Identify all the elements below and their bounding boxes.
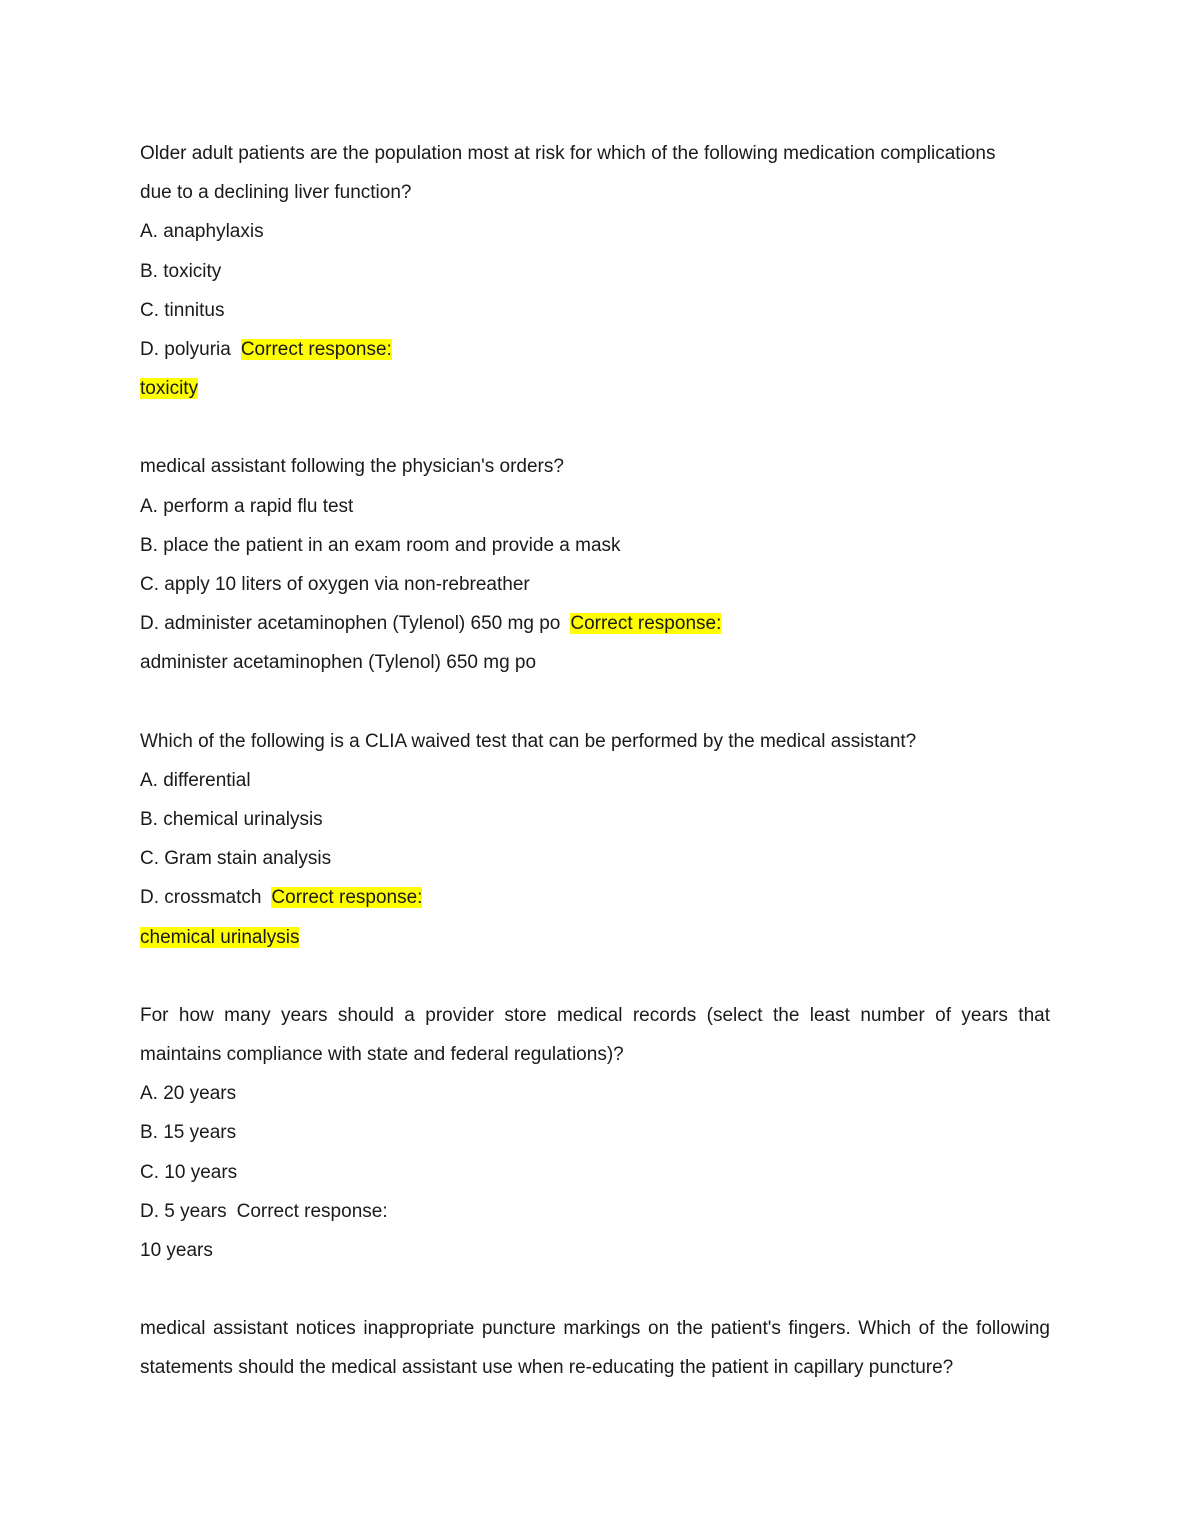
question-3-option-c: C. Gram stain analysis	[140, 848, 332, 870]
question-4-option-d: D. 5 years	[140, 1200, 227, 1222]
question-1-option-b: B. toxicity	[140, 260, 222, 282]
question-1-stem-line-2: due to a declining liver function?	[140, 182, 412, 204]
spacer	[140, 408, 1050, 447]
question-1-answer: toxicity	[140, 378, 199, 400]
spacer	[140, 683, 1050, 722]
question-4-answer: 10 years	[140, 1240, 213, 1262]
question-1-option-d-row	[140, 330, 1050, 369]
document-page	[140, 134, 1050, 1388]
question-5-stem-line-2: statements should the medical assistant use when re-educating the patient in capillary puncture?	[140, 1357, 954, 1379]
question-2	[140, 447, 1050, 682]
question-4-correct-label: Correct response:	[236, 1200, 388, 1222]
question-3-option-d-row	[140, 878, 1050, 917]
question-3-answer: chemical urinalysis	[140, 926, 300, 948]
spacer	[140, 957, 1050, 996]
question-3-answer-row	[140, 918, 1050, 957]
question-1-stem-line-1: Older adult patients are the population most at risk for which of the following medication complications	[140, 143, 996, 164]
question-2-option-d: D. administer acetaminophen (Tylenol) 650 mg po	[140, 613, 561, 635]
question-2-option-a: A. perform a rapid flu test	[140, 495, 354, 517]
question-5	[140, 1309, 1050, 1387]
question-3-correct-label: Correct response:	[271, 887, 423, 909]
question-3-option-b: B. chemical urinalysis	[140, 809, 323, 831]
question-2-answer: administer acetaminophen (Tylenol) 650 mg po	[140, 652, 537, 674]
question-1-option-d: D. polyuria	[140, 339, 231, 361]
question-4	[140, 996, 1050, 1270]
spacer	[140, 1270, 1050, 1309]
question-3-option-a: A. differential	[140, 769, 251, 791]
question-1-correct-label: Correct response:	[240, 339, 392, 361]
question-2-option-c: C. apply 10 liters of oxygen via non-rebreather	[140, 574, 530, 596]
question-1-answer-row	[140, 369, 1050, 408]
question-2-correct-label: Correct response:	[570, 613, 722, 635]
question-1	[140, 134, 1050, 408]
question-3-option-d: D. crossmatch	[140, 887, 262, 909]
question-4-option-a: A. 20 years	[140, 1083, 237, 1105]
question-3	[140, 722, 1050, 957]
question-1-option-a: A. anaphylaxis	[140, 221, 264, 243]
question-5-stem-line-1: medical assistant notices inappropriate puncture markings on the patient's fingers. Which of the following	[140, 1318, 1050, 1340]
question-4-option-b: B. 15 years	[140, 1122, 237, 1144]
question-2-option-d-row	[140, 604, 1050, 643]
question-2-option-b: B. place the patient in an exam room and provide a mask	[140, 534, 621, 556]
question-4-option-c: C. 10 years	[140, 1161, 238, 1183]
question-2-stem-line-1: medical assistant following the physician's orders?	[140, 456, 564, 478]
question-4-stem-line-2: maintains compliance with state and federal regulations)?	[140, 1044, 624, 1066]
question-1-option-c: C. tinnitus	[140, 299, 225, 321]
question-3-stem-line-1: Which of the following is a CLIA waived test that can be performed by the medical assistant?	[140, 730, 917, 752]
question-4-stem-line-1: For how many years should a provider store medical records (select the least number of years that	[140, 1004, 1050, 1026]
question-4-option-d-row	[140, 1192, 1050, 1231]
